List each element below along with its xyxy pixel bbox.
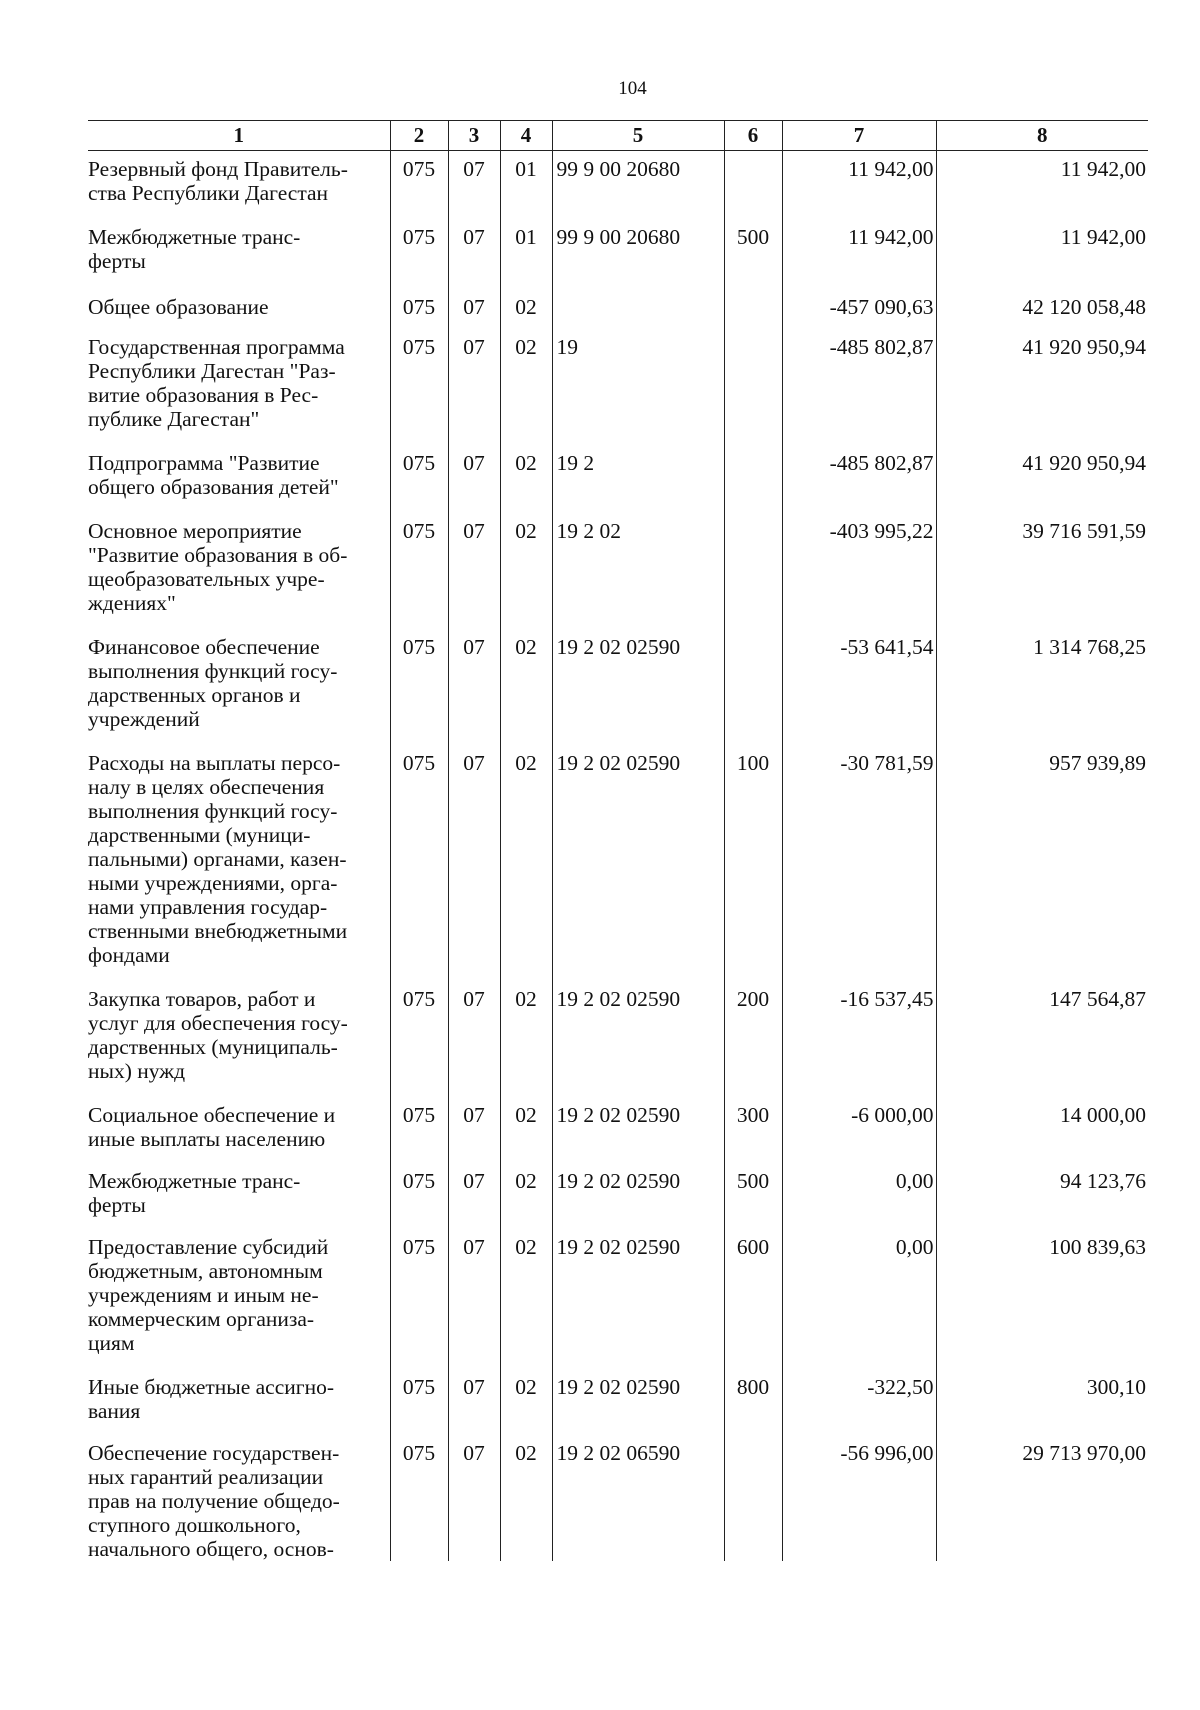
row-description <box>88 219 390 289</box>
cell-code-ministry: 075 <box>390 981 448 1097</box>
table-row <box>88 329 1148 445</box>
col-header-4: 4 <box>500 120 552 151</box>
cell-total-amount: 14 000,00 <box>936 1097 1148 1163</box>
cell-code-section: 07 <box>448 445 500 513</box>
cell-code-ministry: 075 <box>390 1097 448 1163</box>
cell-code-section: 07 <box>448 629 500 745</box>
table-row <box>88 289 1148 329</box>
cell-change-amount: -403 995,22 <box>782 513 936 629</box>
col-header-8: 8 <box>936 120 1148 151</box>
description-line: ственными внебюджетными <box>88 919 348 943</box>
description-line: прав на получение общедо- <box>88 1489 340 1513</box>
cell-target-article: 19 2 02 02590 <box>552 1369 724 1435</box>
cell-code-ministry: 075 <box>390 745 448 981</box>
description-line: дарственных органов и <box>88 683 301 707</box>
cell-total-amount: 11 942,00 <box>936 219 1148 289</box>
description-line: пальными) органами, казен- <box>88 847 347 871</box>
row-description <box>88 1435 390 1561</box>
cell-code-ministry: 075 <box>390 513 448 629</box>
cell-code-ministry: 075 <box>390 1163 448 1229</box>
row-description <box>88 629 390 745</box>
cell-total-amount: 41 920 950,94 <box>936 445 1148 513</box>
table-row <box>88 1163 1148 1229</box>
table-row <box>88 219 1148 289</box>
table-row <box>88 1369 1148 1435</box>
row-description <box>88 445 390 513</box>
cell-code-subsection: 02 <box>500 1435 552 1561</box>
cell-code-section: 07 <box>448 1435 500 1561</box>
description-line: иные выплаты населению <box>88 1127 326 1151</box>
description-line: витие образования в Рес- <box>88 383 319 407</box>
cell-code-section: 07 <box>448 981 500 1097</box>
row-description <box>88 151 390 220</box>
cell-code-subsection: 02 <box>500 513 552 629</box>
cell-code-section: 07 <box>448 151 500 220</box>
cell-code-section: 07 <box>448 219 500 289</box>
cell-change-amount: -485 802,87 <box>782 329 936 445</box>
cell-total-amount: 300,10 <box>936 1369 1148 1435</box>
description-line: нами управления государ- <box>88 895 328 919</box>
cell-code-ministry: 075 <box>390 1435 448 1561</box>
cell-expense-type: 600 <box>724 1229 782 1369</box>
cell-code-ministry: 075 <box>390 445 448 513</box>
cell-code-section: 07 <box>448 513 500 629</box>
description-line: ждениях" <box>88 591 176 615</box>
cell-target-article: 19 2 <box>552 445 724 513</box>
cell-target-article: 19 2 02 02590 <box>552 745 724 981</box>
description-line: щеобразовательных учре- <box>88 567 325 591</box>
cell-target-article: 19 2 02 02590 <box>552 1097 724 1163</box>
cell-total-amount: 39 716 591,59 <box>936 513 1148 629</box>
cell-total-amount: 11 942,00 <box>936 151 1148 220</box>
row-description <box>88 513 390 629</box>
description-line: налу в целях обеспечения <box>88 775 325 799</box>
row-description <box>88 289 390 329</box>
cell-code-subsection: 02 <box>500 1229 552 1369</box>
cell-expense-type: 500 <box>724 219 782 289</box>
cell-change-amount: -16 537,45 <box>782 981 936 1097</box>
cell-expense-type <box>724 513 782 629</box>
cell-code-subsection: 02 <box>500 445 552 513</box>
cell-total-amount: 94 123,76 <box>936 1163 1148 1229</box>
table-row <box>88 1097 1148 1163</box>
cell-total-amount: 42 120 058,48 <box>936 289 1148 329</box>
row-description <box>88 981 390 1097</box>
cell-target-article: 19 2 02 02590 <box>552 629 724 745</box>
description-line: Расходы на выплаты персо- <box>88 751 341 775</box>
col-header-2: 2 <box>390 120 448 151</box>
cell-change-amount: 11 942,00 <box>782 219 936 289</box>
cell-code-section: 07 <box>448 1229 500 1369</box>
cell-target-article: 19 2 02 <box>552 513 724 629</box>
cell-code-subsection: 02 <box>500 1163 552 1229</box>
cell-expense-type <box>724 151 782 220</box>
description-line: Государственная программа <box>88 335 345 359</box>
cell-code-subsection: 02 <box>500 629 552 745</box>
row-description <box>88 329 390 445</box>
cell-code-ministry: 075 <box>390 629 448 745</box>
description-line: ных) нужд <box>88 1059 186 1083</box>
table-row <box>88 1229 1148 1369</box>
description-line: ступного дошкольного, <box>88 1513 301 1537</box>
cell-expense-type <box>724 445 782 513</box>
description-line: Общее образование <box>88 295 269 319</box>
description-line: Резервный фонд Правитель- <box>88 157 348 181</box>
description-line: коммерческим организа- <box>88 1307 315 1331</box>
cell-change-amount: -6 000,00 <box>782 1097 936 1163</box>
description-line: ными учреждениями, орга- <box>88 871 338 895</box>
description-line: начального общего, основ- <box>88 1537 334 1561</box>
cell-code-ministry: 075 <box>390 151 448 220</box>
col-header-6: 6 <box>724 120 782 151</box>
description-line: общего образования детей" <box>88 475 339 499</box>
description-line: вания <box>88 1399 141 1423</box>
cell-change-amount: -322,50 <box>782 1369 936 1435</box>
description-line: Социальное обеспечение и <box>88 1103 336 1127</box>
table-row <box>88 745 1148 981</box>
cell-code-ministry: 075 <box>390 1229 448 1369</box>
cell-target-article: 99 9 00 20680 <box>552 151 724 220</box>
row-description <box>88 1097 390 1163</box>
cell-total-amount: 100 839,63 <box>936 1229 1148 1369</box>
description-line: выполнения функций госу- <box>88 659 338 683</box>
col-header-3: 3 <box>448 120 500 151</box>
budget-table <box>88 120 1148 1561</box>
description-line: ства Республики Дагестан <box>88 181 329 205</box>
cell-code-section: 07 <box>448 1163 500 1229</box>
description-line: фондами <box>88 943 170 967</box>
cell-expense-type <box>724 329 782 445</box>
cell-target-article: 19 2 02 06590 <box>552 1435 724 1561</box>
page-number: 104 <box>618 78 647 99</box>
description-line: Основное мероприятие <box>88 519 302 543</box>
description-line: Предоставление субсидий <box>88 1235 329 1259</box>
description-line: Межбюджетные транс- <box>88 225 301 249</box>
cell-expense-type: 200 <box>724 981 782 1097</box>
col-header-7: 7 <box>782 120 936 151</box>
row-description <box>88 1163 390 1229</box>
table-row <box>88 1435 1148 1561</box>
cell-code-subsection: 02 <box>500 1097 552 1163</box>
cell-code-subsection: 02 <box>500 981 552 1097</box>
cell-expense-type: 800 <box>724 1369 782 1435</box>
table-row <box>88 151 1148 220</box>
cell-expense-type <box>724 289 782 329</box>
cell-code-subsection: 01 <box>500 219 552 289</box>
cell-code-ministry: 075 <box>390 219 448 289</box>
table-row <box>88 629 1148 745</box>
cell-expense-type: 500 <box>724 1163 782 1229</box>
cell-target-article <box>552 289 724 329</box>
cell-target-article: 19 2 02 02590 <box>552 1163 724 1229</box>
cell-target-article: 19 2 02 02590 <box>552 1229 724 1369</box>
cell-target-article: 99 9 00 20680 <box>552 219 724 289</box>
cell-change-amount: -457 090,63 <box>782 289 936 329</box>
description-line: ных гарантий реализации <box>88 1465 324 1489</box>
description-line: дарственными (муници- <box>88 823 311 847</box>
cell-code-subsection: 02 <box>500 289 552 329</box>
cell-total-amount: 957 939,89 <box>936 745 1148 981</box>
cell-change-amount: 11 942,00 <box>782 151 936 220</box>
cell-total-amount: 41 920 950,94 <box>936 329 1148 445</box>
description-line: Иные бюджетные ассигно- <box>88 1375 334 1399</box>
description-line: бюджетным, автономным <box>88 1259 323 1283</box>
cell-change-amount: 0,00 <box>782 1229 936 1369</box>
cell-code-section: 07 <box>448 1097 500 1163</box>
cell-target-article: 19 <box>552 329 724 445</box>
description-line: Обеспечение государствен- <box>88 1441 340 1465</box>
cell-code-subsection: 02 <box>500 1369 552 1435</box>
description-line: публике Дагестан" <box>88 407 260 431</box>
cell-code-subsection: 01 <box>500 151 552 220</box>
cell-code-subsection: 02 <box>500 329 552 445</box>
cell-code-section: 07 <box>448 329 500 445</box>
cell-total-amount: 29 713 970,00 <box>936 1435 1148 1561</box>
cell-code-ministry: 075 <box>390 1369 448 1435</box>
cell-target-article: 19 2 02 02590 <box>552 981 724 1097</box>
table-body <box>88 151 1148 1562</box>
table-row <box>88 513 1148 629</box>
cell-change-amount: -56 996,00 <box>782 1435 936 1561</box>
cell-expense-type <box>724 629 782 745</box>
description-line: выполнения функций госу- <box>88 799 338 823</box>
description-line: ферты <box>88 1193 146 1217</box>
description-line: Межбюджетные транс- <box>88 1169 301 1193</box>
description-line: Закупка товаров, работ и <box>88 987 316 1011</box>
cell-expense-type: 100 <box>724 745 782 981</box>
cell-change-amount: -53 641,54 <box>782 629 936 745</box>
table-header-row <box>88 120 1148 151</box>
col-header-1: 1 <box>88 120 390 151</box>
row-description <box>88 1369 390 1435</box>
description-line: Республики Дагестан "Раз- <box>88 359 336 383</box>
cell-code-section: 07 <box>448 1369 500 1435</box>
cell-change-amount: 0,00 <box>782 1163 936 1229</box>
description-line: "Развитие образования в об- <box>88 543 348 567</box>
description-line: Финансовое обеспечение <box>88 635 320 659</box>
cell-total-amount: 147 564,87 <box>936 981 1148 1097</box>
cell-code-subsection: 02 <box>500 745 552 981</box>
cell-change-amount: -485 802,87 <box>782 445 936 513</box>
cell-code-section: 07 <box>448 289 500 329</box>
cell-code-section: 07 <box>448 745 500 981</box>
table-row <box>88 981 1148 1097</box>
description-line: циям <box>88 1331 135 1355</box>
cell-code-ministry: 075 <box>390 329 448 445</box>
table-row <box>88 445 1148 513</box>
cell-code-ministry: 075 <box>390 289 448 329</box>
row-description <box>88 1229 390 1369</box>
cell-expense-type: 300 <box>724 1097 782 1163</box>
cell-change-amount: -30 781,59 <box>782 745 936 981</box>
cell-expense-type <box>724 1435 782 1561</box>
description-line: услуг для обеспечения госу- <box>88 1011 348 1035</box>
col-header-5: 5 <box>552 120 724 151</box>
description-line: Подпрограмма "Развитие <box>88 451 320 475</box>
row-description <box>88 745 390 981</box>
description-line: учреждениям и иным не- <box>88 1283 319 1307</box>
description-line: дарственных (муниципаль- <box>88 1035 338 1059</box>
description-line: ферты <box>88 249 146 273</box>
description-line: учреждений <box>88 707 200 731</box>
cell-total-amount: 1 314 768,25 <box>936 629 1148 745</box>
